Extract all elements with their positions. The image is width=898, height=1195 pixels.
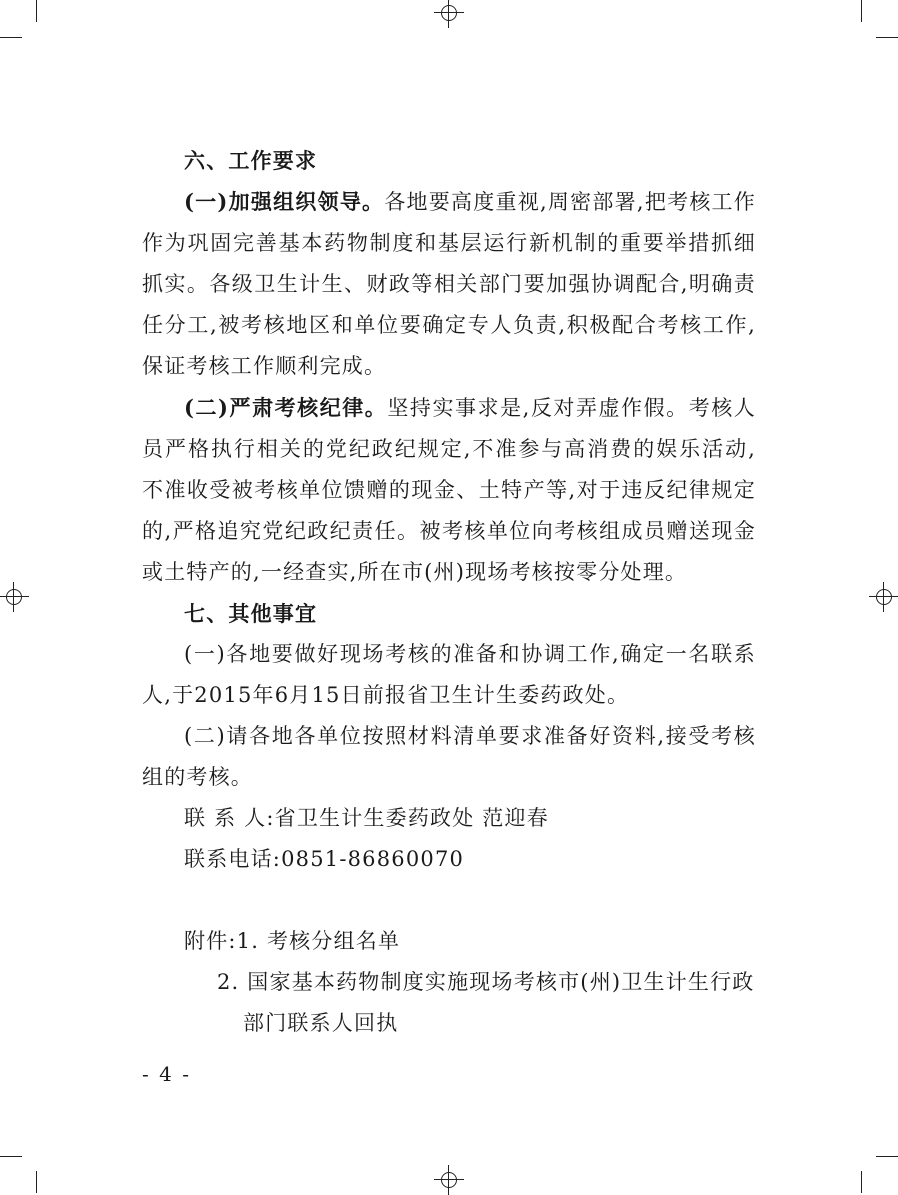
section-6-heading: 六、工作要求 — [184, 148, 318, 173]
attachment-1: 附件:1. 考核分组名单 — [184, 929, 401, 953]
section-6-item-1 — [142, 181, 756, 387]
section-6-item-2 — [142, 387, 756, 593]
section-6-item-2-lead: (二)严肃考核纪律。 — [184, 395, 388, 420]
section-7-item-2: (二)请各地各单位按照材料清单要求准备好资料,接受考核组的考核。 — [142, 724, 756, 789]
section-6-item-2-text: 坚持实事求是,反对弄虚作假。考核人员严格执行相关的党纪政纪规定,不准参与高消费的娱乐活动,不准收受被考核单位馈赠的现金、土特产等,对于违反纪律规定的,严格追究党纪政纪责任。被考核单位向考核组成员赠送现金或土特产的,一经查实,所在市(州)现场考核按零分处理。 — [142, 396, 757, 584]
section-6-item-1-text: 各地要高度重视,周密部署,把考核工作作为巩固完善基本药物制度和基层运行新机制的重要举措抓细抓实。各级卫生计生、财政等相关部门要加强协调配合,明确责任分工,被考核地区和单位要确定专人负责,积极配合考核工作,保证考核工作顺利完成。 — [142, 190, 756, 378]
contact-phone: 联系电话:0851-86860070 — [184, 847, 465, 871]
document-body — [142, 140, 756, 1044]
registration-mark-top — [434, 0, 464, 28]
registration-mark-left — [0, 582, 29, 612]
contact-person: 联 系 人:省卫生计生委药政处 范迎春 — [184, 806, 549, 830]
section-7-heading: 七、其他事宜 — [184, 601, 318, 626]
section-6-item-1-lead: (一)加强组织领导。 — [184, 189, 385, 214]
spacer — [142, 880, 756, 921]
registration-mark-bottom — [434, 1165, 464, 1195]
registration-mark-right — [869, 582, 898, 612]
page-number: - 4 - — [142, 1062, 191, 1086]
section-7-item-1: (一)各地要做好现场考核的准备和协调工作,确定一名联系人,于2015年6月15日前报省卫生计生委药政处。 — [142, 642, 756, 707]
attachment-2: 2. 国家基本药物制度实施现场考核市(州)卫生计生行政部门联系人回执 — [217, 970, 755, 1035]
